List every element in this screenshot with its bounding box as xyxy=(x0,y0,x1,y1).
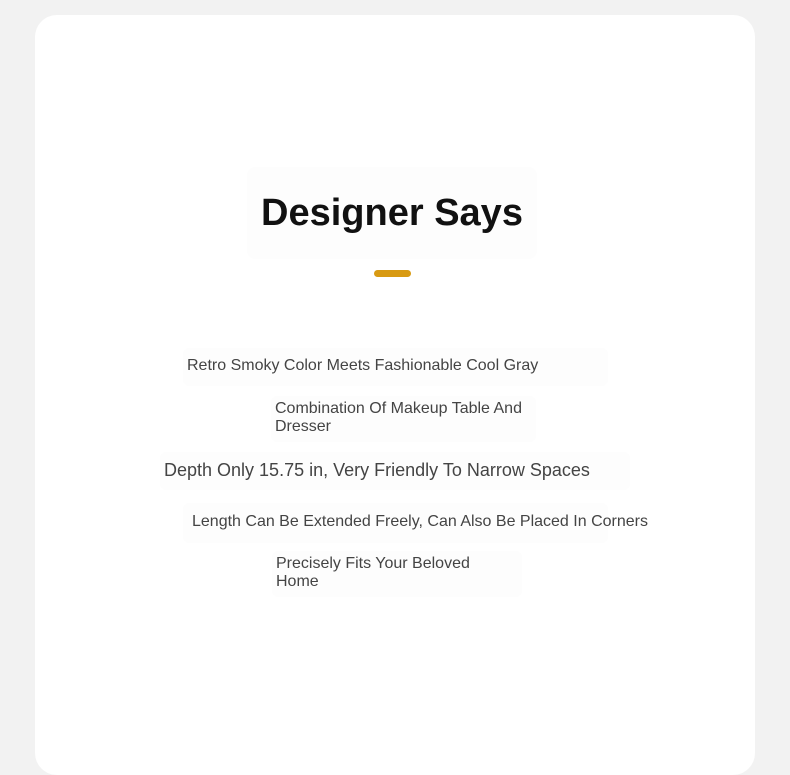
title-box xyxy=(247,167,537,259)
feature-text: Retro Smoky Color Meets Fashionable Cool Gray xyxy=(187,357,539,374)
feature-line-length xyxy=(183,503,648,543)
content-card xyxy=(35,15,755,775)
title-accent-bar xyxy=(374,270,411,277)
feature-line-depth xyxy=(160,452,630,490)
feature-text-line-1: Combination Of Makeup Table And xyxy=(275,400,522,417)
section-title: Designer Says xyxy=(261,192,523,234)
feature-text: Length Can Be Extended Freely, Can Also Be Placed In Corners xyxy=(192,513,648,530)
feature-line-fits-home xyxy=(272,551,522,597)
feature-text: Depth Only 15.75 in, Very Friendly To Narrow Spaces xyxy=(164,460,590,480)
feature-text-line-1: Precisely Fits Your Beloved xyxy=(276,555,470,572)
feature-line-combination xyxy=(271,396,536,442)
feature-line-retro-color xyxy=(183,348,608,386)
feature-text-line-2: Dresser xyxy=(275,418,332,435)
feature-text-line-2: Home xyxy=(276,573,319,590)
